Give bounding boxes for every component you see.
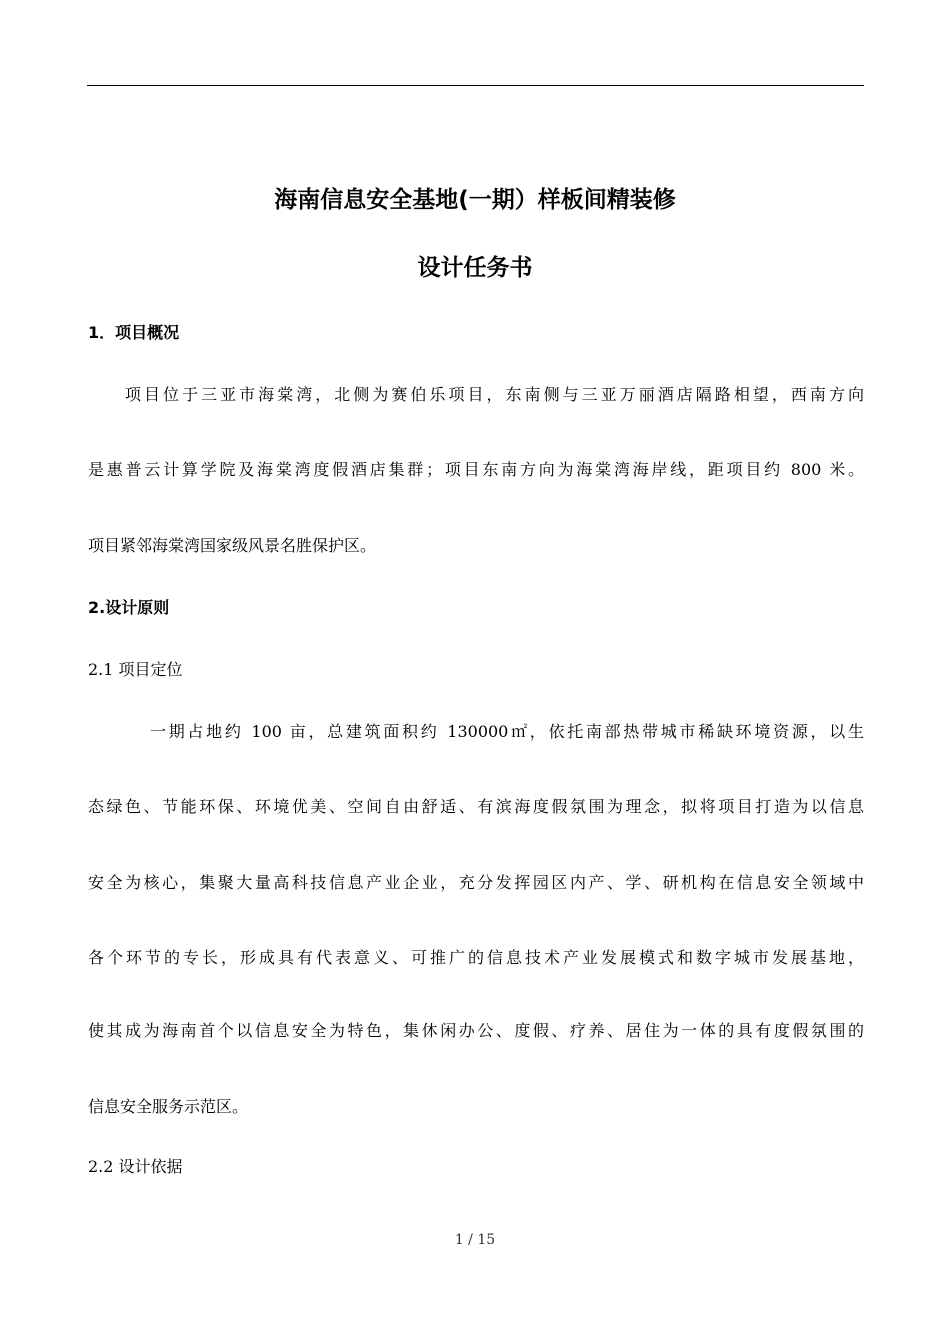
section-1-paragraph-line: 是惠普云计算学院及海棠湾度假酒店集群；项目东南方向为海棠湾海岸线，距项目约 800 米。 (88, 460, 864, 479)
document-title: 海南信息安全基地(一期）样板间精装修 (274, 187, 676, 213)
section-2-1-paragraph-line: 信息安全服务示范区。 (88, 1097, 249, 1116)
section-1-paragraph-line: 项目位于三亚市海棠湾，北侧为赛伯乐项目，东南侧与三亚万丽酒店隔路相望，西南方向 (125, 385, 864, 404)
section-2-1-heading: 2.1 项目定位 (88, 660, 183, 679)
document-subtitle: 设计任务书 (417, 255, 533, 281)
section-2-heading: 2.设计原则 (88, 598, 170, 617)
section-2-1-paragraph-line: 一期占地约 100 亩，总建筑面积约 130000㎡，依托南部热带城市稀缺环境资源，以生 (150, 722, 864, 741)
section-2-2-heading: 2.2 设计依据 (88, 1157, 183, 1176)
section-1-heading: 1．项目概况 (88, 323, 180, 342)
section-1-paragraph-line: 项目紧邻海棠湾国家级风景名胜保护区。 (88, 536, 377, 555)
section-2-1-paragraph-line: 使其成为海南首个以信息安全为特色，集休闲办公、度假、疗养、居住为一体的具有度假氛围的 (88, 1021, 864, 1040)
header-rule (87, 85, 864, 86)
section-2-1-paragraph-line: 各个环节的专长，形成具有代表意义、可推广的信息技术产业发展模式和数字城市发展基地， (88, 948, 864, 967)
section-2-1-paragraph-line: 态绿色、节能环保、环境优美、空间自由舒适、有滨海度假氛围为理念，拟将项目打造为以信息 (88, 797, 864, 816)
page-number: 1 / 15 (454, 1232, 496, 1248)
section-2-1-paragraph-line: 安全为核心，集聚大量高科技信息产业企业，充分发挥园区内产、学、研机构在信息安全领域中 (88, 873, 864, 892)
